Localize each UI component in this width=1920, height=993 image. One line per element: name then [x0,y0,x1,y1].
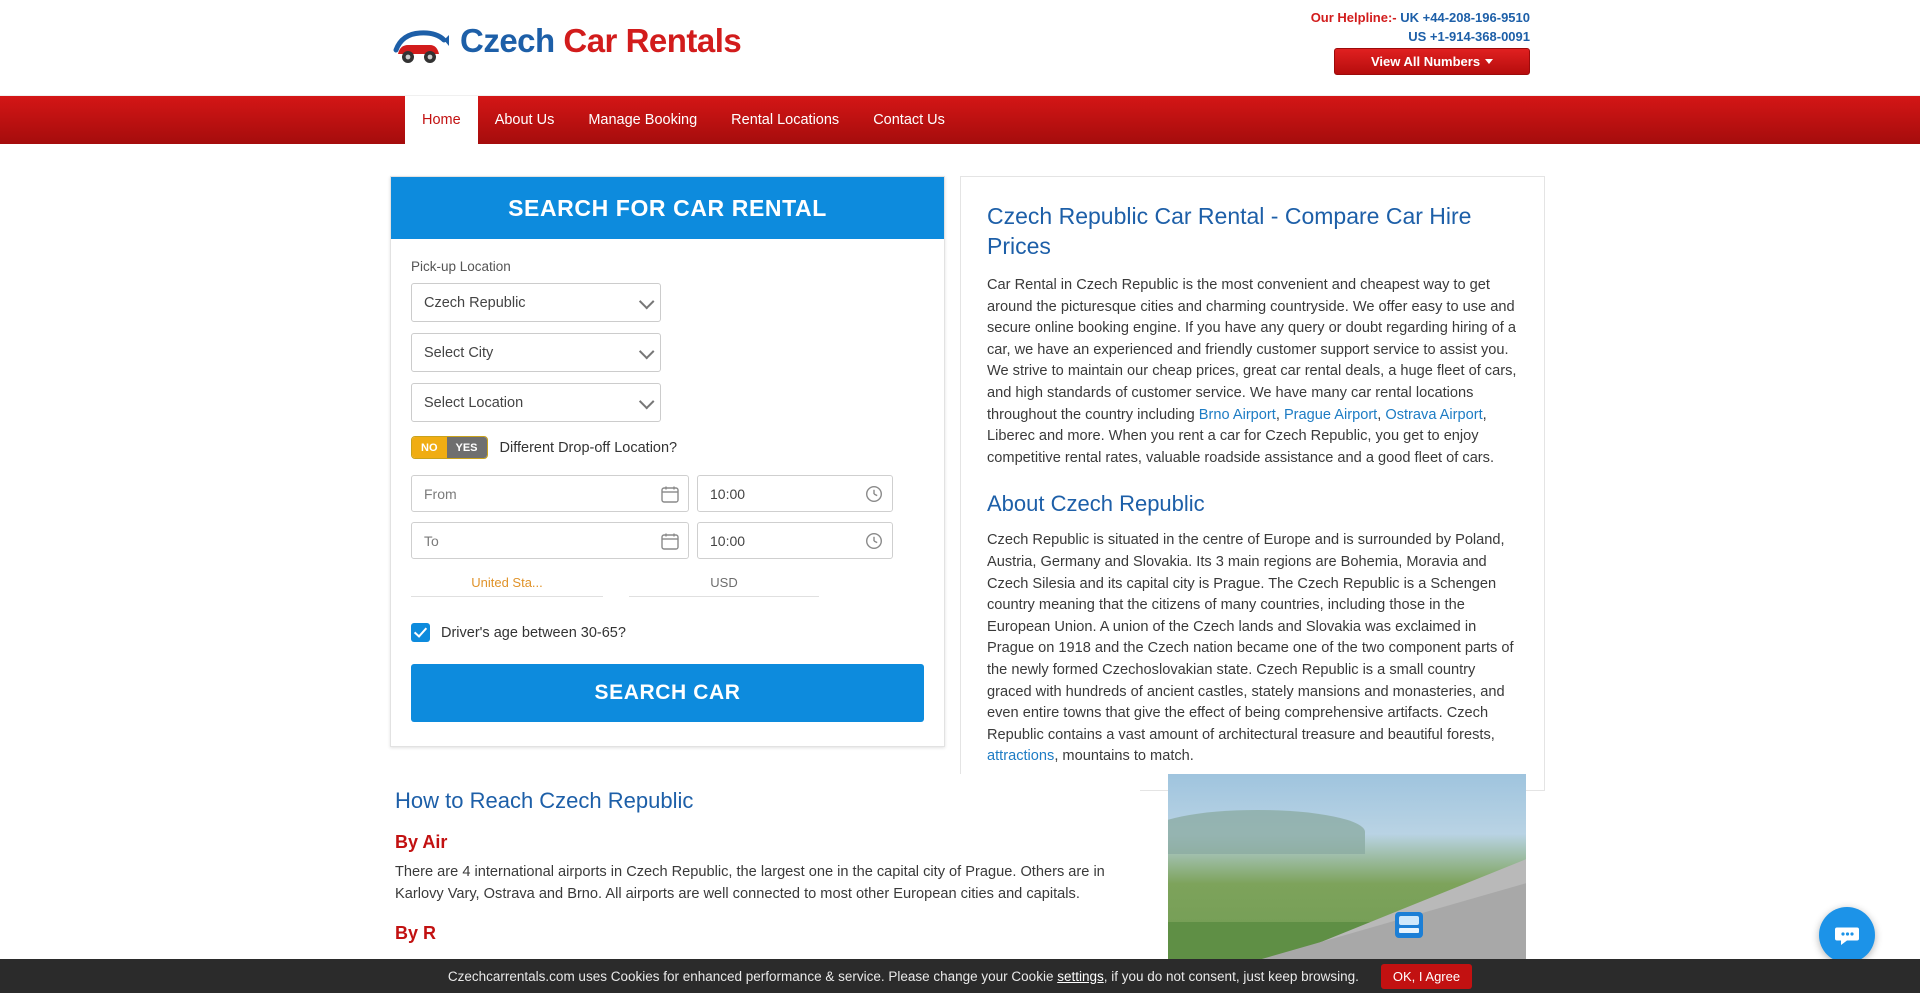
info-paragraph-1 [987,275,1518,469]
photo-hill [1168,810,1365,854]
view-all-numbers-button[interactable] [1334,48,1530,75]
nav-item-rental-locations[interactable] [714,96,856,144]
site-logo[interactable] [390,10,741,72]
logo-word-car: Car [563,22,617,59]
by-air-prefix: By [395,832,423,852]
nav-item-about-us[interactable] [478,96,572,144]
chevron-down-icon [639,343,655,359]
nav-label-manage-booking: Manage Booking [588,112,698,128]
country-select[interactable] [411,283,661,322]
from-date-row [411,475,924,512]
search-panel-title: SEARCH FOR CAR RENTAL [391,177,944,239]
toggle-option-no[interactable]: NO [412,437,447,458]
cookie-consent-bar [0,959,1920,993]
cookie-text-b: , if you do not consent, just keep browsing. [1103,968,1359,984]
site-header [0,0,1920,96]
logo-word-rentals: Rentals [625,22,742,59]
to-date-input[interactable] [411,522,689,559]
info-paragraph-2-text-b: , mountains to match. [1054,748,1194,765]
to-time-value: 10:00 [710,532,746,549]
logo-text [460,22,741,60]
city-select[interactable] [411,333,661,372]
main-navigation [0,96,1920,144]
car-logo-icon [390,10,452,72]
location-select[interactable] [411,383,661,422]
nav-label-contact-us: Contact Us [873,112,945,128]
map-marker-icon [1395,912,1423,938]
chevron-down-icon [639,393,655,409]
driver-age-label: Driver's age between 30-65? [441,624,626,641]
highway-photo [1168,774,1526,974]
calendar-icon[interactable] [661,485,679,503]
chevron-down-icon [639,293,655,309]
different-dropoff-label: Different Drop-off Location? [499,439,678,456]
nav-label-about-us: About Us [494,112,555,128]
city-select-value: Select City [424,344,494,361]
info-heading-2: About Czech Republic [987,491,1205,517]
view-all-numbers-label: View All Numbers [1370,54,1481,69]
link-attractions[interactable]: attractions [987,748,1055,765]
chevron-down-icon [1485,59,1493,64]
by-road-prefix: By [395,923,424,944]
sep-2: , [1377,406,1386,423]
info-paragraph-2 [987,530,1518,768]
sep-1: , [1275,406,1284,423]
info-heading: Czech Republic Car Rental - Compare Car Hire Prices [987,203,1472,259]
helpline-block [1311,8,1530,46]
currency-row [411,575,924,601]
nav-item-home[interactable] [405,96,478,144]
location-select-value: Select Location [424,394,524,411]
info-panel [960,176,1545,791]
link-ostrava-airport[interactable]: Ostrava Airport [1385,406,1483,423]
info-paragraph-1-text-b: , Liberec and more. When you rent a car for Czech Republic, you get to enjoy competitive rental rates, valuable roadside assistance and a good fleet of cars. [987,406,1495,466]
logo-word-czech: Czech [460,22,555,59]
pickup-location-label: Pick-up Location [411,259,511,274]
dropoff-toggle-row [411,436,924,459]
country-currency-select[interactable]: United Sta... [411,575,603,597]
search-car-rental-panel [390,176,945,747]
link-brno-airport[interactable]: Brno Airport [1198,406,1276,423]
country-select-value: Czech Republic [424,294,526,311]
from-time-value: 10:00 [710,485,746,502]
cookie-consent-text [448,969,1359,984]
currency-select[interactable]: USD [629,575,819,597]
different-dropoff-toggle[interactable] [411,436,488,459]
by-air-mode: Air [422,832,448,852]
nav-label-home: Home [422,112,461,128]
nav-label-rental-locations: Rental Locations [731,112,840,128]
info-paragraph-1-text-a: Car Rental in Czech Republic is the most convenient and cheapest way to get around the picturesque cities and charming countryside. We offer easy to use and secure online booking engine. If you have any query or doubt regarding hiring of a car, we have an experienced and friendly customer support service to assist you. We strive to maintain our cheap prices, great car rental deals, a huge fleet of cars, and high standards of customer service. We have many car rental locations throughout the country including [987,277,1517,423]
to-date-row [411,522,924,559]
link-prague-airport[interactable]: Prague Airport [1283,406,1378,423]
from-date-value: From [424,485,457,502]
how-to-reach-title: How to Reach Czech Republic [395,788,694,813]
search-car-button[interactable] [411,664,924,722]
by-road-subtitle [395,923,1120,944]
info-paragraph-2-text-a: Czech Republic is situated in the centre of Europe and is surrounded by Poland, Austria, Germany and Slovakia. Its 3 main regions are Bohemia, Moravia and Czech Silesia and its capital city is Prague. The Czech Republic is a Schengen country meaning that the citizens of many countries, including those in the European Union. A union of the Czech lands and Slovakia was exclaimed in Prague on 1918 and the Czech nation became one of the two component parts of the newly formed Czechoslovakian state. Czech Republic is a small country graced with hundreds of ancient castles, stately mansions and monasteries, and even entire towns that give the effect of being comprehensive artifacts. Czech Republic contains a vast amount of architectural treasure and beautiful forests, [987,532,1514,743]
driver-age-row [411,623,924,642]
calendar-icon[interactable] [661,532,679,550]
toggle-option-yes[interactable]: YES [447,437,487,458]
from-date-input[interactable] [411,475,689,512]
cookie-settings-link[interactable]: settings [1057,968,1104,984]
cookie-text-a: Czechcarrentals.com uses Cookies for enhanced performance & service. Please change your Cookie [447,968,1058,984]
clock-icon[interactable] [865,532,883,550]
by-road-mode: R [423,923,437,944]
helpline-us-number[interactable]: US +1-914-368-0091 [1408,29,1530,44]
to-date-value: To [424,532,439,549]
search-car-button-label: SEARCH CAR [594,681,741,704]
from-time-input[interactable] [697,475,893,512]
by-air-subtitle [395,832,1120,853]
helpline-label: Our Helpline:- [1310,10,1397,25]
driver-age-checkbox[interactable] [411,623,430,642]
search-panel-body [391,239,944,746]
chat-bubble-icon[interactable] [1819,907,1875,963]
clock-icon[interactable] [865,485,883,503]
nav-item-manage-booking[interactable] [571,96,714,144]
cookie-accept-button[interactable]: OK, I Agree [1381,964,1472,989]
to-time-input[interactable] [697,522,893,559]
by-air-paragraph: There are 4 international airports in Czech Republic, the largest one in the capital city of Prague. Others are in Karlovy Vary, Ostrava and Brno. All airports are well connected to most other European cities and capitals. [395,864,1105,902]
helpline-uk-number[interactable]: UK +44-208-196-9510 [1400,10,1530,25]
how-to-reach-panel [375,774,1140,953]
nav-item-contact-us[interactable] [856,96,962,144]
